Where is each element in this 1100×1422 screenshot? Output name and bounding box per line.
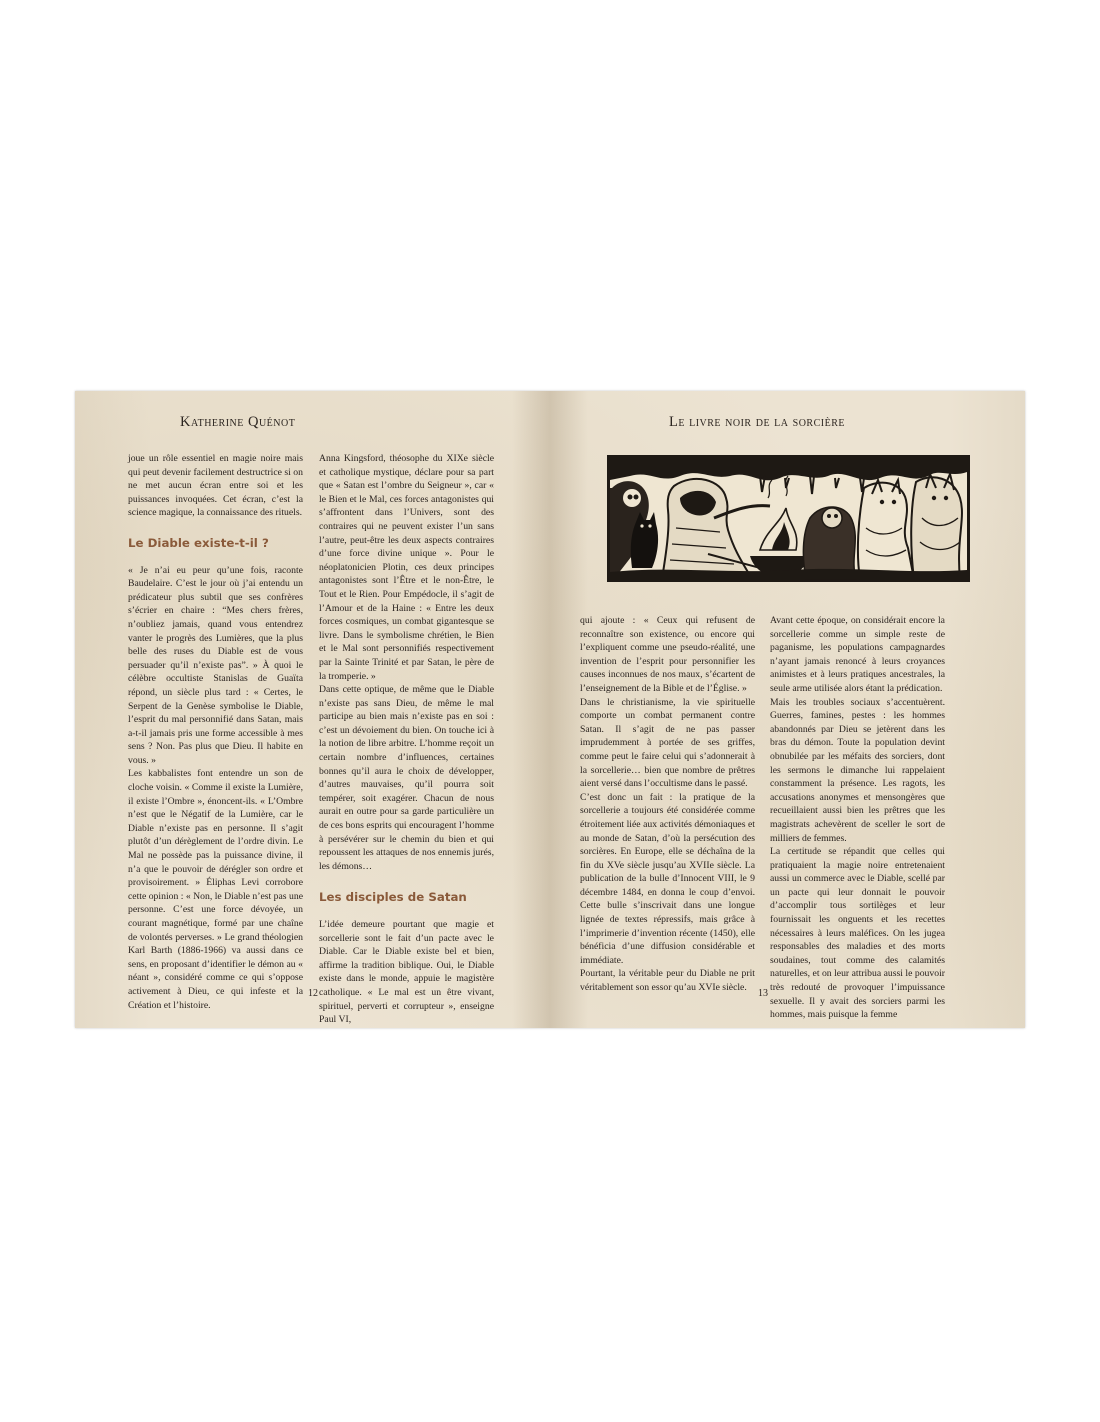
paragraph: qui ajoute : « Ceux qui refusent de reconnaître son existence, ou encore qui l’expliquent comme une pseudo-réalité, une invention de l’esprit pour personnifier les causes inconnues de nos maux, s’écartent de l’enseignement de la Bible et de l’Église. » — [580, 615, 755, 694]
right-page — [550, 391, 1025, 1028]
paragraph: Avant cette époque, on considérait encore la sorcellerie comme un simple reste de paganisme, les populations campagnardes n’ayant jamais renoncé à leurs croyances animistes et à leurs pratiques ancestrales, la seule arme utilisée alors étant la prédication. — [770, 615, 945, 694]
paragraph: La certitude se répandit que celles qui pratiquaient la magie noire entretenaient aussi un commerce avec le Diable, scellé par un pacte qui leur donnait le pouvoir d’accomplir tous sortilèges et leur fournissait les onguents et les recettes nécessaires à leurs maléfices. On les jugea responsables des maladies et des morts soudaines, tout comme des calamités naturelles, et on leur attribua aussi le pouvoir très redouté de provoquer l’impuissance sexuelle. Il y avait des sorciers parmi les hommes, mais puisque la femme — [770, 846, 945, 1021]
left-page-column-2 — [319, 452, 494, 1026]
left-page — [75, 391, 550, 1028]
paragraph: Dans cette optique, de même que le Diable n’existe pas sans Dieu, de même le mal participe au bien mais n’existe pas en soi : c’est un dévoiement du bien. On touche ici à la notion de libre arbitre. L’homme reçoit un certain nombre d’influences, certaines bonnes qu’il aura le choix de développer, d’autres mauvaises, qu’il pourra soit tempérer, soit exagérer. Chacun de nous aurait en outre pour sa garde particulière un de ces bons esprits qui encouragent l’homme à persévérer sur le chemin du bien et qui repoussent les attaques de nos ennemis jurés, les démons… — [319, 684, 494, 872]
section-heading-disciples: Les disciples de Satan — [319, 890, 467, 905]
left-page-column-1 — [128, 452, 303, 1011]
paragraph: Dans le christianisme, la vie spirituelle comporte un combat permanent contre Satan. Il s’agit de ne pas passer imprudemment à portée de ses griffes, comme peut le faire celui qui s’adonnerait à la sorcellerie… bien que nombre de prêtres aient versé dans l’occultisme dans le passé. — [580, 696, 755, 790]
paragraph: Mais les troubles sociaux s’accentuèrent. Guerres, famines, pestes : les hommes abandonnés par Dieu se jetèrent dans les bras du démon. Toute la population devint obnubilée par les méfaits des sorciers, dont les sermons le dimanche lui rappelaient constamment la présence. Les ragots, les accusations anonymes et mensongères que recueillaient aussi bien les prêtres que les magistrats achevèrent de sceller le sort de milliers de femmes. — [770, 696, 945, 844]
section-heading-diable: Le Diable existe-t-il ? — [128, 535, 269, 550]
right-page-column-2 — [770, 614, 945, 1021]
paragraph: Pourtant, la véritable peur du Diable ne prit véritablement son essor qu’au XVIe siècle. — [580, 968, 755, 994]
right-page-column-1 — [580, 614, 755, 994]
paragraph: C’est donc un fait : la pratique de la sorcellerie a toujours été considérée comme étroitement liée aux activités démoniaques et au monde de Satan, d’où la persécution des sorcières. En Europe, elle se déchaîna de la fin du XVe siècle jusqu’au XVIIe siècle. La publication de la bulle d’Innocent VIII, le 9 décembre 1484, en donna le coup d’envoi. Cette bulle s’inscrivait dans une longue lignée de textes répressifs, mais grâce à l’imprimerie d’invention récente (1450), elle bénéficia d’une diffusion considérable et immédiate. — [580, 791, 755, 966]
page-number-left: 12 — [308, 988, 318, 999]
paragraph: L’idée demeure pourtant que magie et sorcellerie sont le fait d’un pacte avec le Diable. Car le Diable existe bel et bien, affirme la tradition biblique. Oui, le Diable existe dans le monde, appuie le magistère catholique. « Le mal est un être vivant, spirituel, perverti et corrupteur », enseigne Paul VI, — [319, 919, 494, 1026]
paragraph: « Je n’ai eu peur qu’une fois, raconte Baudelaire. C’est le jour où j’ai entendu un prédicateur plus subtil que ses confrères s’écrier en chaire : “Mes chers frères, n’oubliez jamais, quand vous entendrez vanter le progrès des Lumières, que la plus belle des ruses du Diable est de vous persuader qu’il n’existe pas”. » À quoi le célèbre occultiste Stanislas de Guaïta répond, un siècle plus tard : « Certes, le Serpent de la Genèse symbolise le Diable, l’esprit du mal personnifié dans Satan, mais a-t-il jamais pris une forme accessible à mes sens ? Non. Pas plus que Dieu. Il habite en vous. » — [128, 564, 303, 766]
running-head-author: Katherine Quénot — [180, 414, 296, 430]
paragraph: joue un rôle essentiel en magie noire mais qui peut devenir facilement destructrice si on ne met aucun écran entre soi et les puissances invoquées. Cet écran, c’est la science magique, la connaissance des rituels. — [128, 453, 303, 519]
book-spread — [75, 391, 1025, 1028]
running-head-title: Le livre noir de la sorcière — [669, 414, 845, 430]
paragraph: Les kabbalistes font entendre un son de cloche voisin. « Comme il existe la Lumière, il existe l’Ombre », énoncent-ils. « L’Ombre n’est que le Négatif de la Lumière, car le Diable n’existe pas en personne. Il s’agit plutôt d’un dérèglement de l’ordre divin. Le Mal ne possède pas la puissance divine, il n’a que le pouvoir de dérégler son ordre et provisoirement. » Éliphas Levi corrobore cette opinion : « Non, le Diable n’est pas une personne. C’est une force dévoyée, un courant magnétique, formé par une chaîne de volontés perverses. » Le grand théologien Karl Barth (1886-1966) va aussi dans ce sens, en proposant d’identifier le démon au « néant », considéré comme ce qui s’oppose activement à Dieu, ce qui infeste et la Création et l’histoire. — [128, 768, 303, 1011]
page-number-right: 13 — [758, 988, 768, 999]
woodcut-illustration — [607, 455, 970, 582]
paragraph: Anna Kingsford, théosophe du XIXe siècle et catholique mystique, déclare pour sa part que « Satan est l’ombre du Seigneur », car « le Bien et le Mal, ces forces antagonistes qui s’affrontent dans l’Univers, sont des contraires qui ne peuvent exister l’un sans l’autre, peut-être les deux aspects contraires d’une force divine unique ». Pour le néoplatonicien Plotin, ces deux principes antagonistes sont l’Être et le non-Être, le Tout et le Rien. Pour Empédocle, il s’agit de l’Amour et de la Haine : « Entre les deux forces cosmiques, un combat gigantesque se livre. Dans le symbolisme chrétien, le Bien et le Mal sont personnifiés respectivement par la Sainte Trinité et par Satan, le père de la tromperie. » — [319, 453, 494, 682]
